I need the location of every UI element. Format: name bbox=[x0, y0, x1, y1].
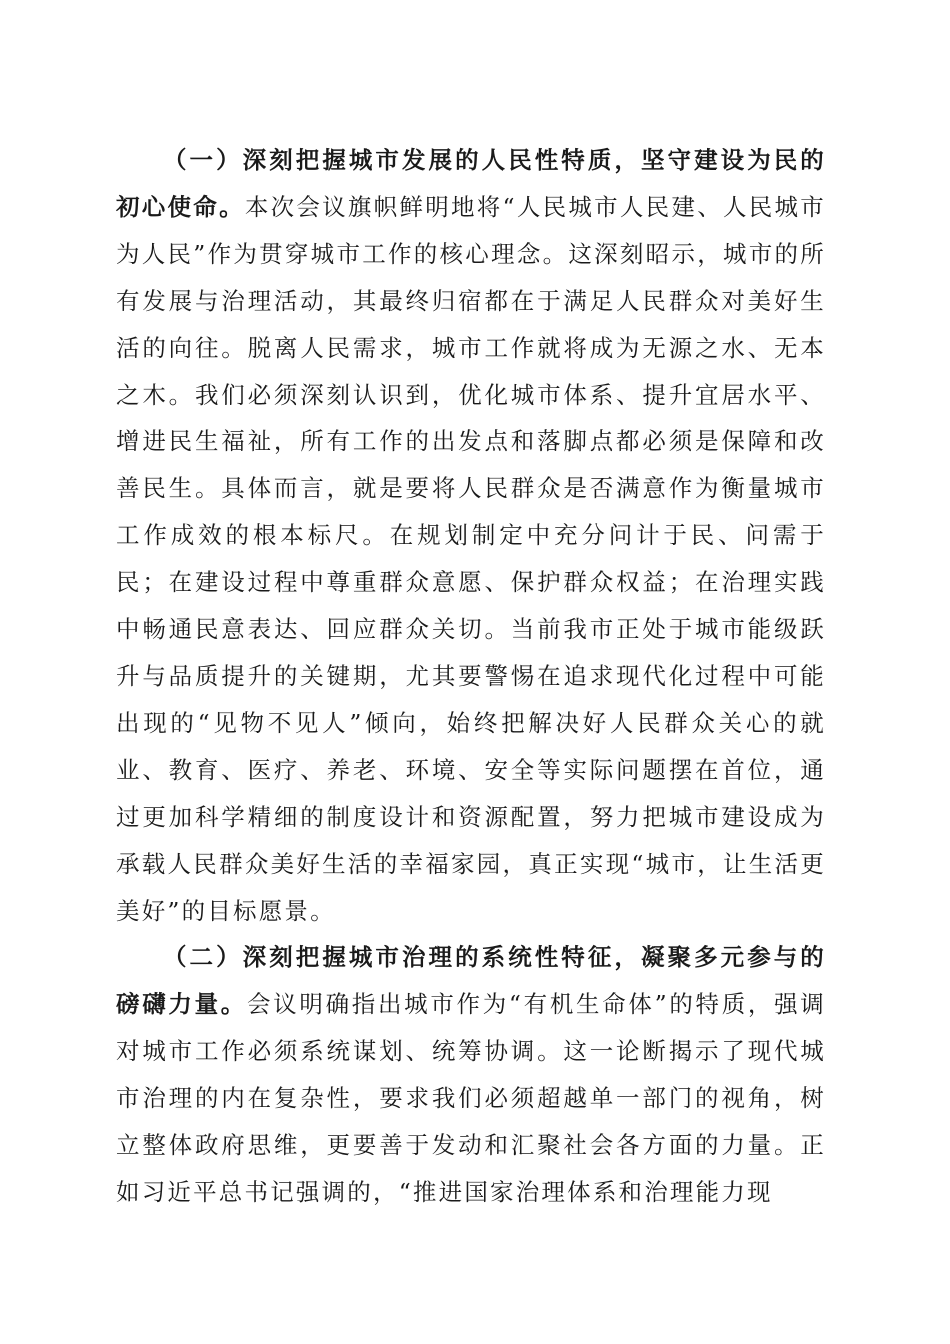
paragraph-1 bbox=[116, 137, 826, 934]
document-body bbox=[116, 137, 826, 1216]
paragraph-2 bbox=[116, 934, 826, 1215]
paragraph-2-body: 会议明确指出城市作为“有机生命体”的特质，强调对城市工作必须系统谋划、统筹协调。这一论断揭示了现代城市治理的内在复杂性，要求我们必须超越单一部门的视角，树立整体政府思维，更要善于发动和汇聚社会各方面的力量。正如习近平总书记强调的，“推进国家治理体系和治理能力现 bbox=[116, 990, 826, 1206]
paragraph-2-heading: （二）深刻把握城市治理的系统性特征，凝聚多元参与的磅礴力量。 bbox=[116, 943, 826, 1019]
paragraph-1-body: 本次会议旗帜鲜明地将“人民城市人民建、人民城市为人民”作为贯穿城市工作的核心理念。这深刻昭示，城市的所有发展与治理活动，其最终归宿都在于满足人民群众对美好生活的向往。脱离人民需求，城市工作就将成为无源之水、无本之木。我们必须深刻认识到，优化城市体系、提升宜居水平、增进民生福祉，所有工作的出发点和落脚点都必须是保障和改善民生。具体而言，就是要将人民群众是否满意作为衡量城市工作成效的根本标尺。在规划制定中充分问计于民、问需于民；在建设过程中尊重群众意愿、保护群众权益；在治理实践中畅通民意表达、回应群众关切。当前我市正处于城市能级跃升与品质提升的关键期，尤其要警惕在追求现代化过程中可能出现的“见物不见人”倾向，始终把解决好人民群众关心的就业、教育、医疗、养老、环境、安全等实际问题摆在首位，通过更加科学精细的制度设计和资源配置，努力把城市建设成为承载人民群众美好生活的幸福家园，真正实现“城市，让生活更美好”的目标愿景。 bbox=[116, 192, 827, 925]
paragraph-1-heading: （一）深刻把握城市发展的人民性特质，坚守建设为民的初心使命。 bbox=[116, 146, 826, 221]
